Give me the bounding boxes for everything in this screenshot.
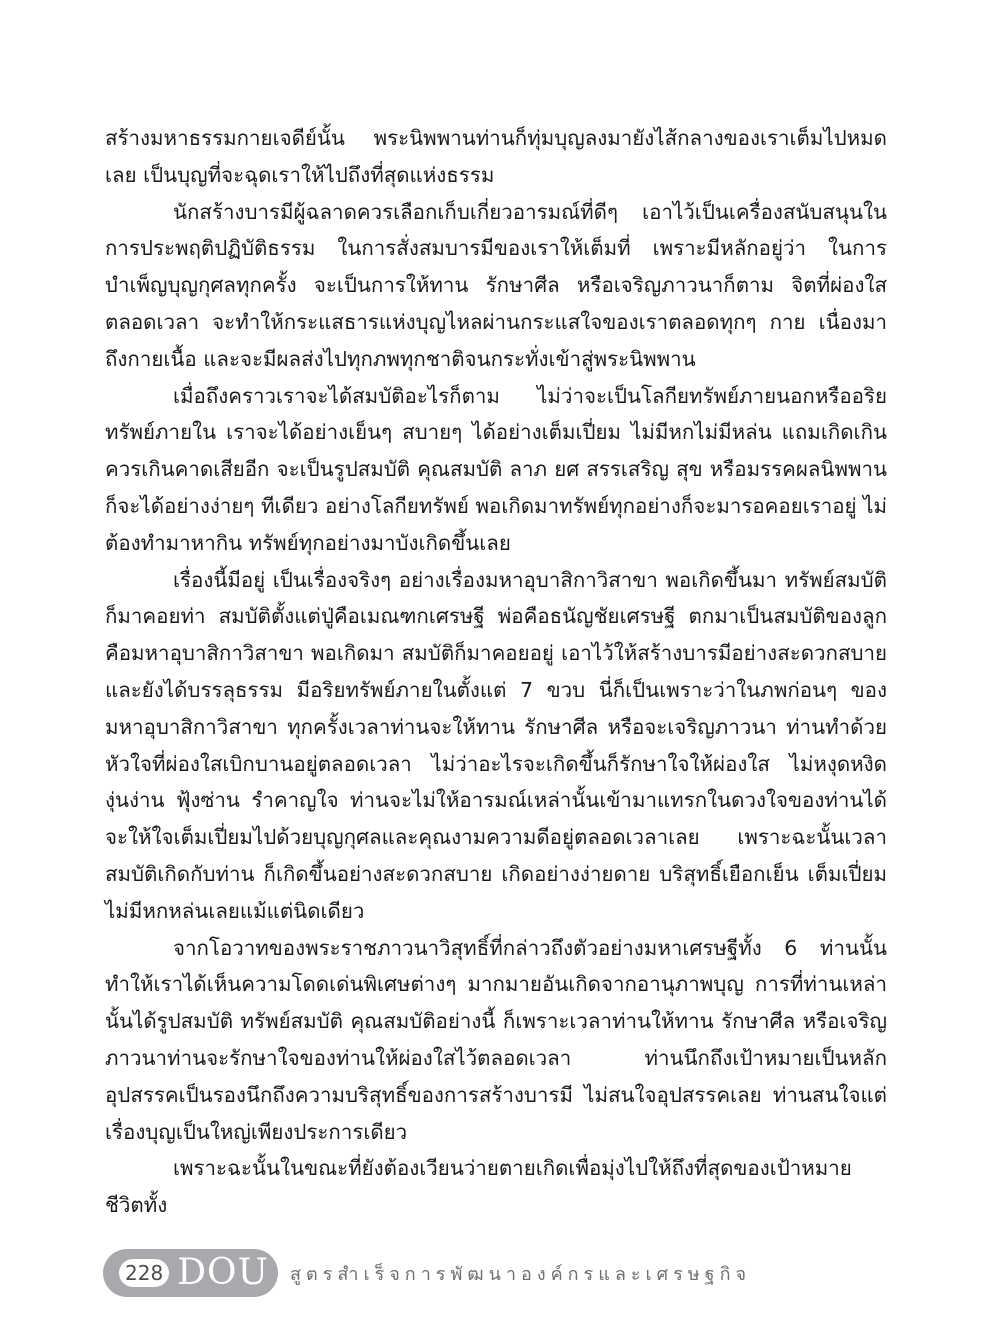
footer-badge: [103, 1249, 278, 1297]
paragraph-2: นักสร้างบารมีผู้ฉลาดควรเลือกเก็บเกี่ยวอารมณ์ที่ดีๆ เอาไว้เป็นเครื่องสนับสนุนในการประพฤติปฏิบัติธรรม ในการสั่งสมบารมีของเราให้เต็มที่ เพราะมีหลักอยู่ว่า ในการบำเพ็ญบุญกุศลทุกครั้ง จะเป็นการให้ทาน รักษาศีล หรือเจริญภาวนาก็ตาม จิตที่ผ่องใสตลอดเวลา จะทำให้กระแสธารแห่งบุญไหลผ่านกระแสใจของเราตลอดทุกๆ กาย เนื่องมาถึงกายเนื้อ และจะมีผลส่งไปทุกภพทุกชาติจนกระทั่งเข้าสู่พระนิพพาน: [105, 199, 887, 371]
paragraph-6: เพราะฉะนั้นในขณะที่ยังต้องเวียนว่ายตายเกิดเพื่อมุ่งไปให้ถึงที่สุดของเป้าหมายชีวิตทั้ง: [105, 1156, 852, 1218]
paragraph-1: สร้างมหาธรรมกายเจดีย์นั้น พระนิพพานท่านก็ทุ่มบุญลงมายังไส้กลางของเราเต็มไปหมดเลย เป็นบุญที่จะฉุดเราให้ไปถึงที่สุดแห่งธรรม: [105, 126, 887, 187]
paragraph-5: จากโอวาทของพระราชภาวนาวิสุทธิ์ที่กล่าวถึงตัวอย่างมหาเศรษฐีทั้ง 6 ท่านนั้น ทำให้เราได้เห็นความโดดเด่นพิเศษต่างๆ มากมายอันเกิดจากอานุภาพบุญ การที่ท่านเหล่านั้นได้รูปสมบัติ ทรัพย์สมบัติ คุณสมบัติอย่างนี้ ก็เพราะเวลาท่านให้ทาน รักษาศีล หรือเจริญภาวนาท่านจะรักษาใจของท่านให้ผ่องใสไว้ตลอดเวลา ท่านนึกถึงเป้าหมายเป็นหลัก อุปสรรคเป็นรองนึกถึงความบริสุทธิ์ของการสร้างบารมี ไม่สนใจอุปสรรคเลย ท่านสนใจแต่เรื่องบุญเป็นใหญ่เพียงประการเดียว: [105, 935, 887, 1144]
page-footer: [103, 1249, 751, 1297]
paragraph-3: เมื่อถึงคราวเราจะได้สมบัติอะไรก็ตาม ไม่ว่าจะเป็นโลกียทรัพย์ภายนอกหรืออริยทรัพย์ภายใน เราจะได้อย่างเย็นๆ สบายๆ ได้อย่างเต็มเปี่ยม ไม่มีหกไม่มีหล่น แถมเกิดเกินควรเกินคาดเสียอีก จะเป็นรูปสมบัติ คุณสมบัติ ลาภ ยศ สรรเสริญ สุข หรือมรรคผลนิพพานก็จะได้อย่างง่ายๆ ทีเดียว อย่างโลกียทรัพย์ พอเกิดมาทรัพย์ทุกอย่างก็จะมารอคอยเราอยู่ ไม่ต้องทำมาหากิน ทรัพย์ทุกอย่างมาบังเกิดขึ้นเลย: [105, 383, 887, 555]
page-body: [105, 120, 887, 1224]
paragraph-4: เรื่องนี้มีอยู่ เป็นเรื่องจริงๆ อย่างเรื่องมหาอุบาสิกาวิสาขา พอเกิดขึ้นมา ทรัพย์สมบัติก็มาคอยท่า สมบัติตั้งแต่ปู่คือเมณฑกเศรษฐี พ่อคือธนัญชัยเศรษฐี ตกมาเป็นสมบัติของลูกคือมหาอุบาสิกาวิสาขา พอเกิดมา สมบัติก็มาคอยอยู่ เอาไว้ให้สร้างบารมีอย่างสะดวกสบาย และยังได้บรรลุธรรม มีอริยทรัพย์ภายในตั้งแต่ 7 ขวบ นี่ก็เป็นเพราะว่าในภพก่อนๆ ของมหาอุบาสิกาวิสาขา ทุกครั้งเวลาท่านจะให้ทาน รักษาศีล หรือจะเจริญภาวนา ท่านทำด้วยหัวใจที่ผ่องใสเบิกบานอยู่ตลอดเวลา ไม่ว่าอะไรจะเกิดขึ้นก็รักษาใจให้ผ่องใส ไม่หงุดหงิดงุ่นง่าน ฟุ้งซ่าน รำคาญใจ ท่านจะไม่ให้อารมณ์เหล่านั้นเข้ามาแทรกในดวงใจของท่านได้ จะให้ใจเต็มเปี่ยมไปด้วยบุญกุศลและคุณงามความดีอยู่ตลอดเวลาเลย เพราะฉะนั้นเวลาสมบัติเกิดกับท่าน ก็เกิดขึ้นอย่างสะดวกสบาย เกิดอย่างง่ายดาย บริสุทธิ์เยือกเย็น เต็มเปี่ยม ไม่มีหกหล่นเลยแม้แต่นิดเดียว: [105, 567, 887, 923]
book-title: สูตรสำเร็จการพัฒนาองค์กรและเศรษฐกิจ: [290, 1263, 752, 1285]
dou-logo: DOU: [177, 1252, 269, 1293]
page-number: 228: [119, 1259, 169, 1287]
